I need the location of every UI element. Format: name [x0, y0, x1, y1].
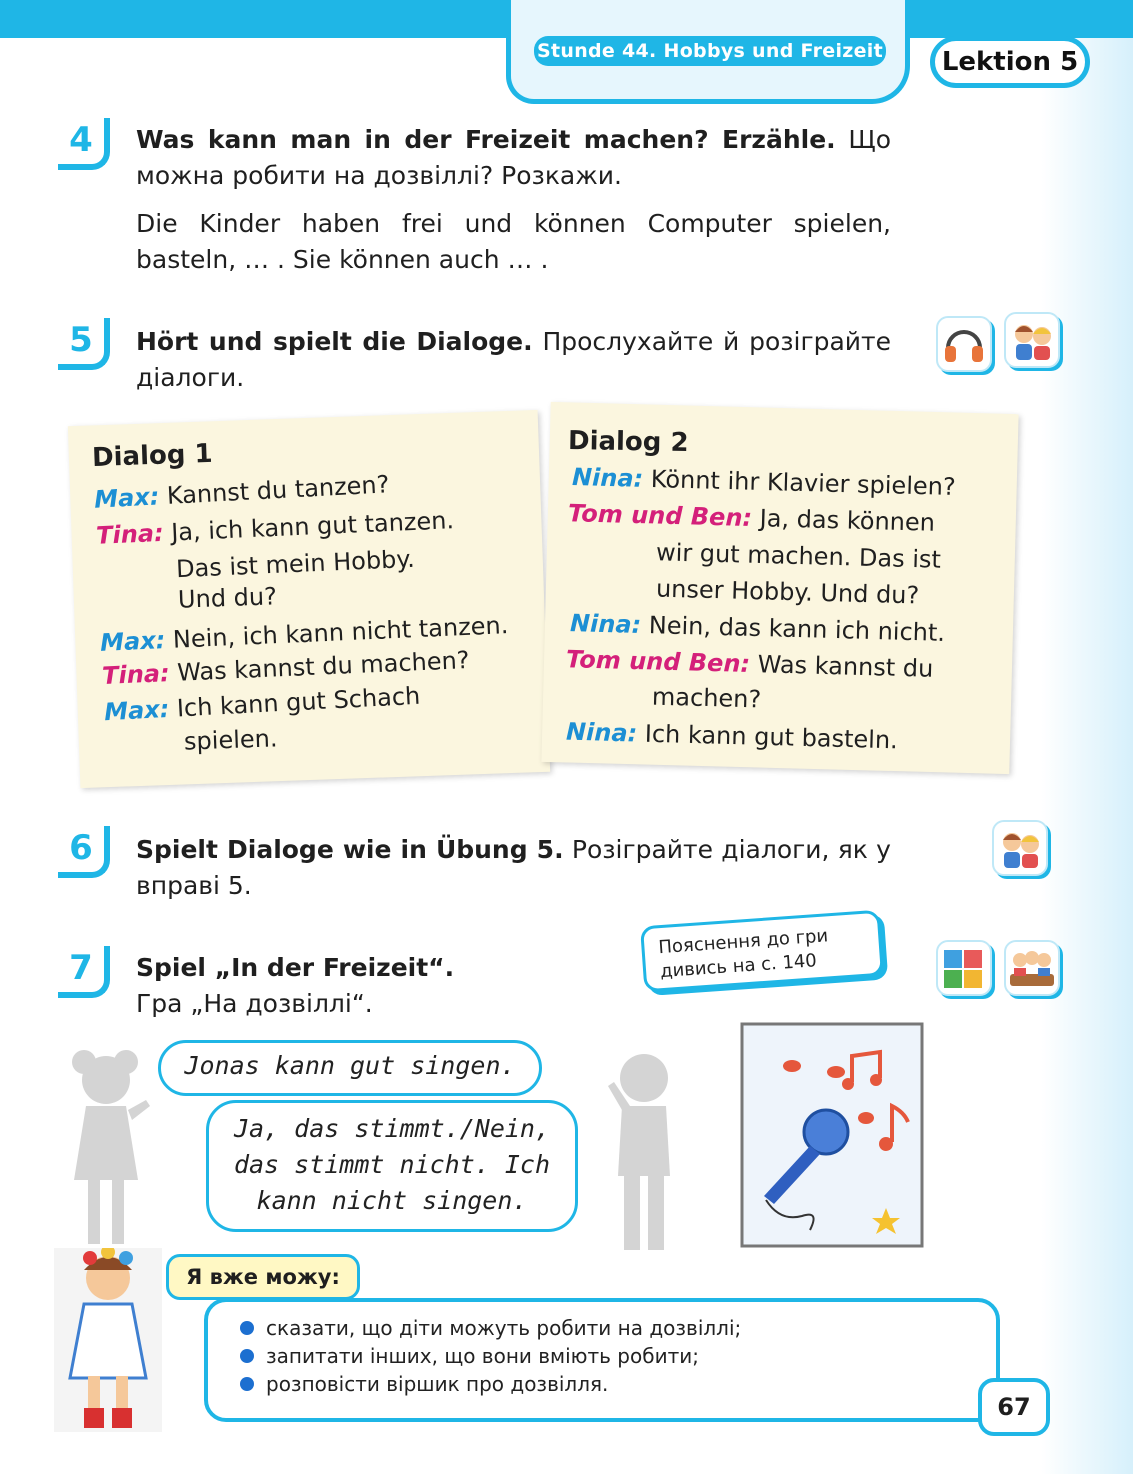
headphones-icon	[936, 316, 992, 372]
kids-icon	[1004, 312, 1060, 368]
task-5-instruction	[136, 324, 891, 396]
blocks-icon	[936, 940, 992, 996]
dialog-line: Max: Kannst du tanzen?	[93, 470, 391, 514]
microphone-icon	[740, 1022, 924, 1248]
dialog-line: Nina: Könnt ihr Klavier spielen?	[571, 462, 957, 502]
dialog-line: wir gut machen. Das ist	[655, 538, 942, 574]
task-6-title: Spielt Dialoge wie in Übung 5.	[136, 835, 564, 864]
dialog-line: machen?	[651, 682, 762, 714]
dialog-line: Nina: Nein, das kann ich nicht.	[569, 609, 946, 647]
task-4-instruction	[136, 122, 891, 194]
dialog-line: Und du?	[177, 582, 278, 614]
learned-item: розповісти віршик про дозвілля.	[266, 1372, 609, 1396]
task-number: 7	[58, 946, 110, 998]
task-5-title: Hört und spielt die Dialoge.	[136, 327, 533, 356]
learned-item: сказати, що діти можуть робити на дозвіллі;	[266, 1316, 742, 1340]
dialog-line: Max: Nein, ich kann nicht tanzen.	[99, 611, 509, 657]
side-strip	[1041, 38, 1133, 1474]
task-number: 4	[58, 118, 110, 170]
dialog-line: Nina: Ich kann gut basteln.	[565, 717, 899, 755]
bubble-line: Ja, das stimmt./Nein,	[233, 1114, 551, 1143]
boy-silhouette	[600, 1046, 690, 1256]
page-number: 67	[978, 1378, 1050, 1436]
chapter-label: Lektion 5	[930, 36, 1090, 88]
learned-item: запитати інших, що вони вміють робити;	[266, 1344, 699, 1368]
bubble-line: kann nicht singen.	[256, 1186, 528, 1215]
task-6-instruction	[136, 832, 891, 904]
dialog-1-title: Dialog 1	[91, 438, 214, 474]
note-line: дивись на с. 140	[659, 950, 818, 983]
task-number: 6	[58, 826, 110, 878]
speech-bubble-boy	[206, 1100, 578, 1232]
dialog-line: Tina: Was kannst du machen?	[101, 645, 471, 691]
task-5-translation: Прослухайте й розіграйте діалоги.	[136, 327, 892, 392]
note-line: Пояснення до гри	[657, 925, 829, 959]
dialog-line: Tom und Ben: Was kannst du	[565, 645, 934, 683]
bullet-dot	[240, 1377, 254, 1391]
dialog-line: unser Hobby. Und du?	[655, 574, 920, 610]
dialog-line: Das ist mein Hobby.	[175, 544, 416, 584]
dialog-line: Tom und Ben: Ja, das können	[567, 499, 936, 537]
game-note	[640, 910, 884, 993]
task-4-title: Was kann man in der Freizeit machen? Erzähle.	[136, 125, 836, 154]
lesson-title: Stunde 44. Hobbys und Freizeit	[534, 36, 886, 66]
girl-character	[54, 1248, 162, 1432]
dialog-line: Max: Ich kann gut Schach	[103, 681, 421, 727]
task-number: 5	[58, 318, 110, 370]
girl-silhouette	[66, 1040, 152, 1250]
kids-icon	[992, 820, 1048, 876]
dialog-line: spielen.	[183, 724, 278, 756]
task-6-translation: Розіграйте діалоги, як у вправі 5.	[136, 835, 891, 900]
task-4-text: Die Kinder haben frei und können Computer spielen, basteln, … . Sie können auch … .	[136, 209, 891, 274]
task-7-translation: Гра „На дозвіллі“.	[136, 989, 373, 1018]
dialog-2-title: Dialog 2	[567, 425, 689, 459]
speech-bubble-girl: Jonas kann gut singen.	[158, 1040, 542, 1096]
task-7-title: Spiel „In der Freizeit“.	[136, 953, 455, 982]
bullet-dot	[240, 1349, 254, 1363]
bullet-dot	[240, 1321, 254, 1335]
dialog-line: Tina: Ja, ich kann gut tanzen.	[95, 506, 455, 550]
task-4-translation: Що можна робити на дозвіллі? Розкажи.	[136, 125, 891, 190]
bubble-line: das stimmt nicht. Ich	[233, 1150, 551, 1179]
kids-group-icon	[1004, 940, 1060, 996]
learned-label: Я вже можу:	[166, 1254, 360, 1300]
